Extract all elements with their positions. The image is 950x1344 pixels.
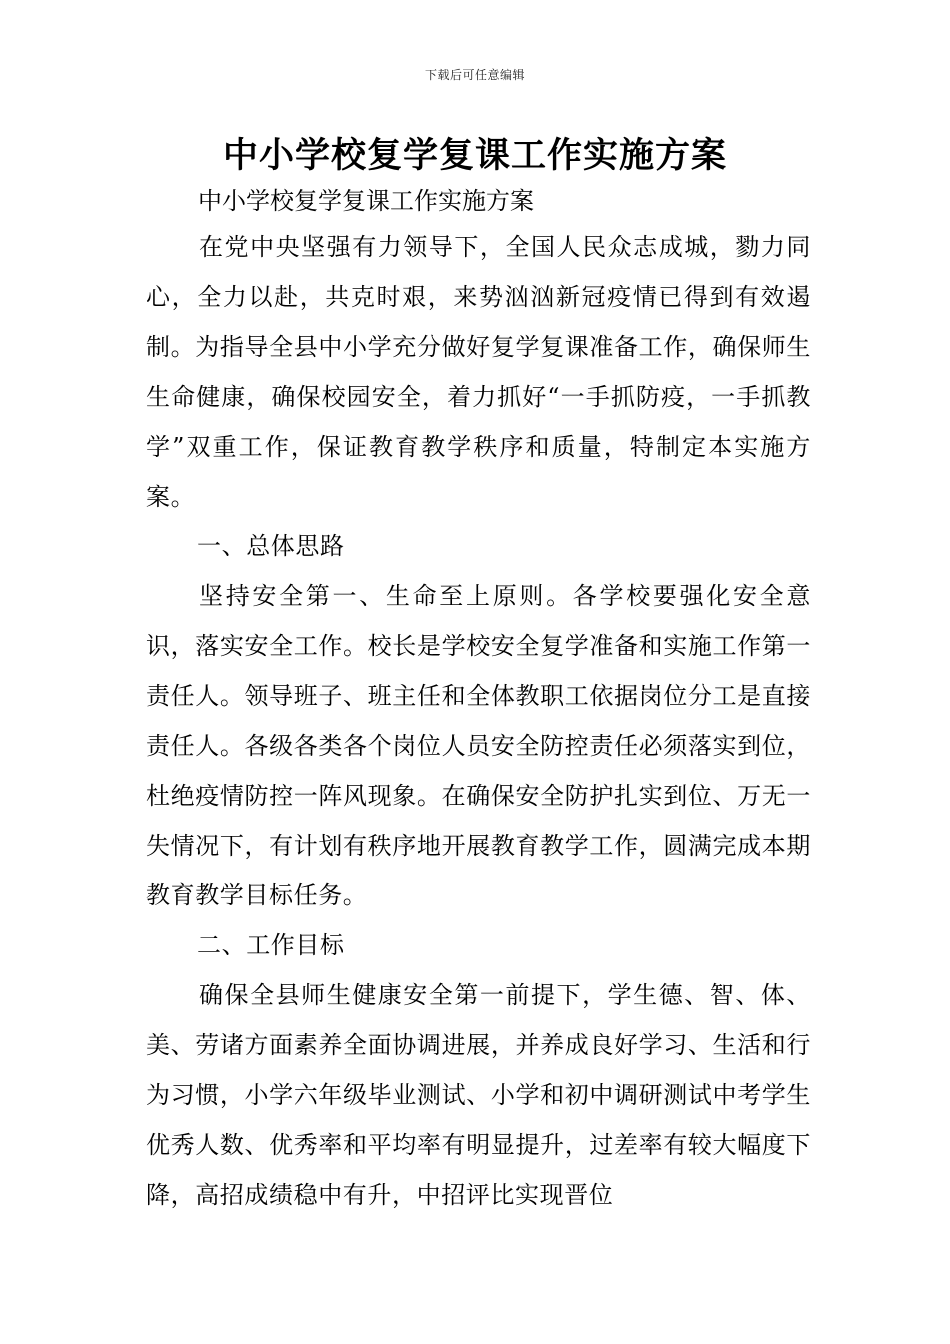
section-heading-work-goals: 二、工作目标 [197,931,345,959]
section-heading-overall-approach: 一、总体思路 [197,532,345,560]
section-body-work-goals: 确保全县师生健康安全第一前提下，学生德、智、体、美、劳诸方面素养全面协调进展，并养成良好学习、生活和行为习惯，小学六年级毕业测试、小学和初中调研测试中考学生优秀人数、优秀率和平均率有明显提升，过差率有较大幅度下降，高招成绩稳中有升，中招评比实现晋位 [146,981,811,1209]
section-body-overall-approach: 坚持安全第一、生命至上原则。各学校要强化安全意识，落实安全工作。校长是学校安全复学准备和实施工作第一责任人。领导班子、班主任和全体教职工依据岗位分工是直接责任人。各级各类各个岗位人员安全防控责任必须落实到位，杜绝疫情防控一阵风现象。在确保安全防护扎实到位、万无一失情况下，有计划有秩序地开展教育教学工作，圆满完成本期教育教学目标任务。 [146,582,811,910]
intro-paragraph: 在党中央坚强有力领导下，全国人民众志成城，勠力同心，全力以赴，共克时艰，来势汹汹新冠疫情已得到有效遏制。为指导全县中小学充分做好复学复课准备工作，确保师生生命健康，确保校园安全，着力抓好“一手抓防疫，一手抓教学”双重工作，保证教育教学秩序和质量，特制定本实施方案。 [146,233,811,511]
header-note: 下载后可任意编辑 [424,68,525,82]
document-title: 中小学校复学复课工作实施方案 [222,136,727,176]
document-subtitle: 中小学校复学复课工作实施方案 [198,187,534,215]
